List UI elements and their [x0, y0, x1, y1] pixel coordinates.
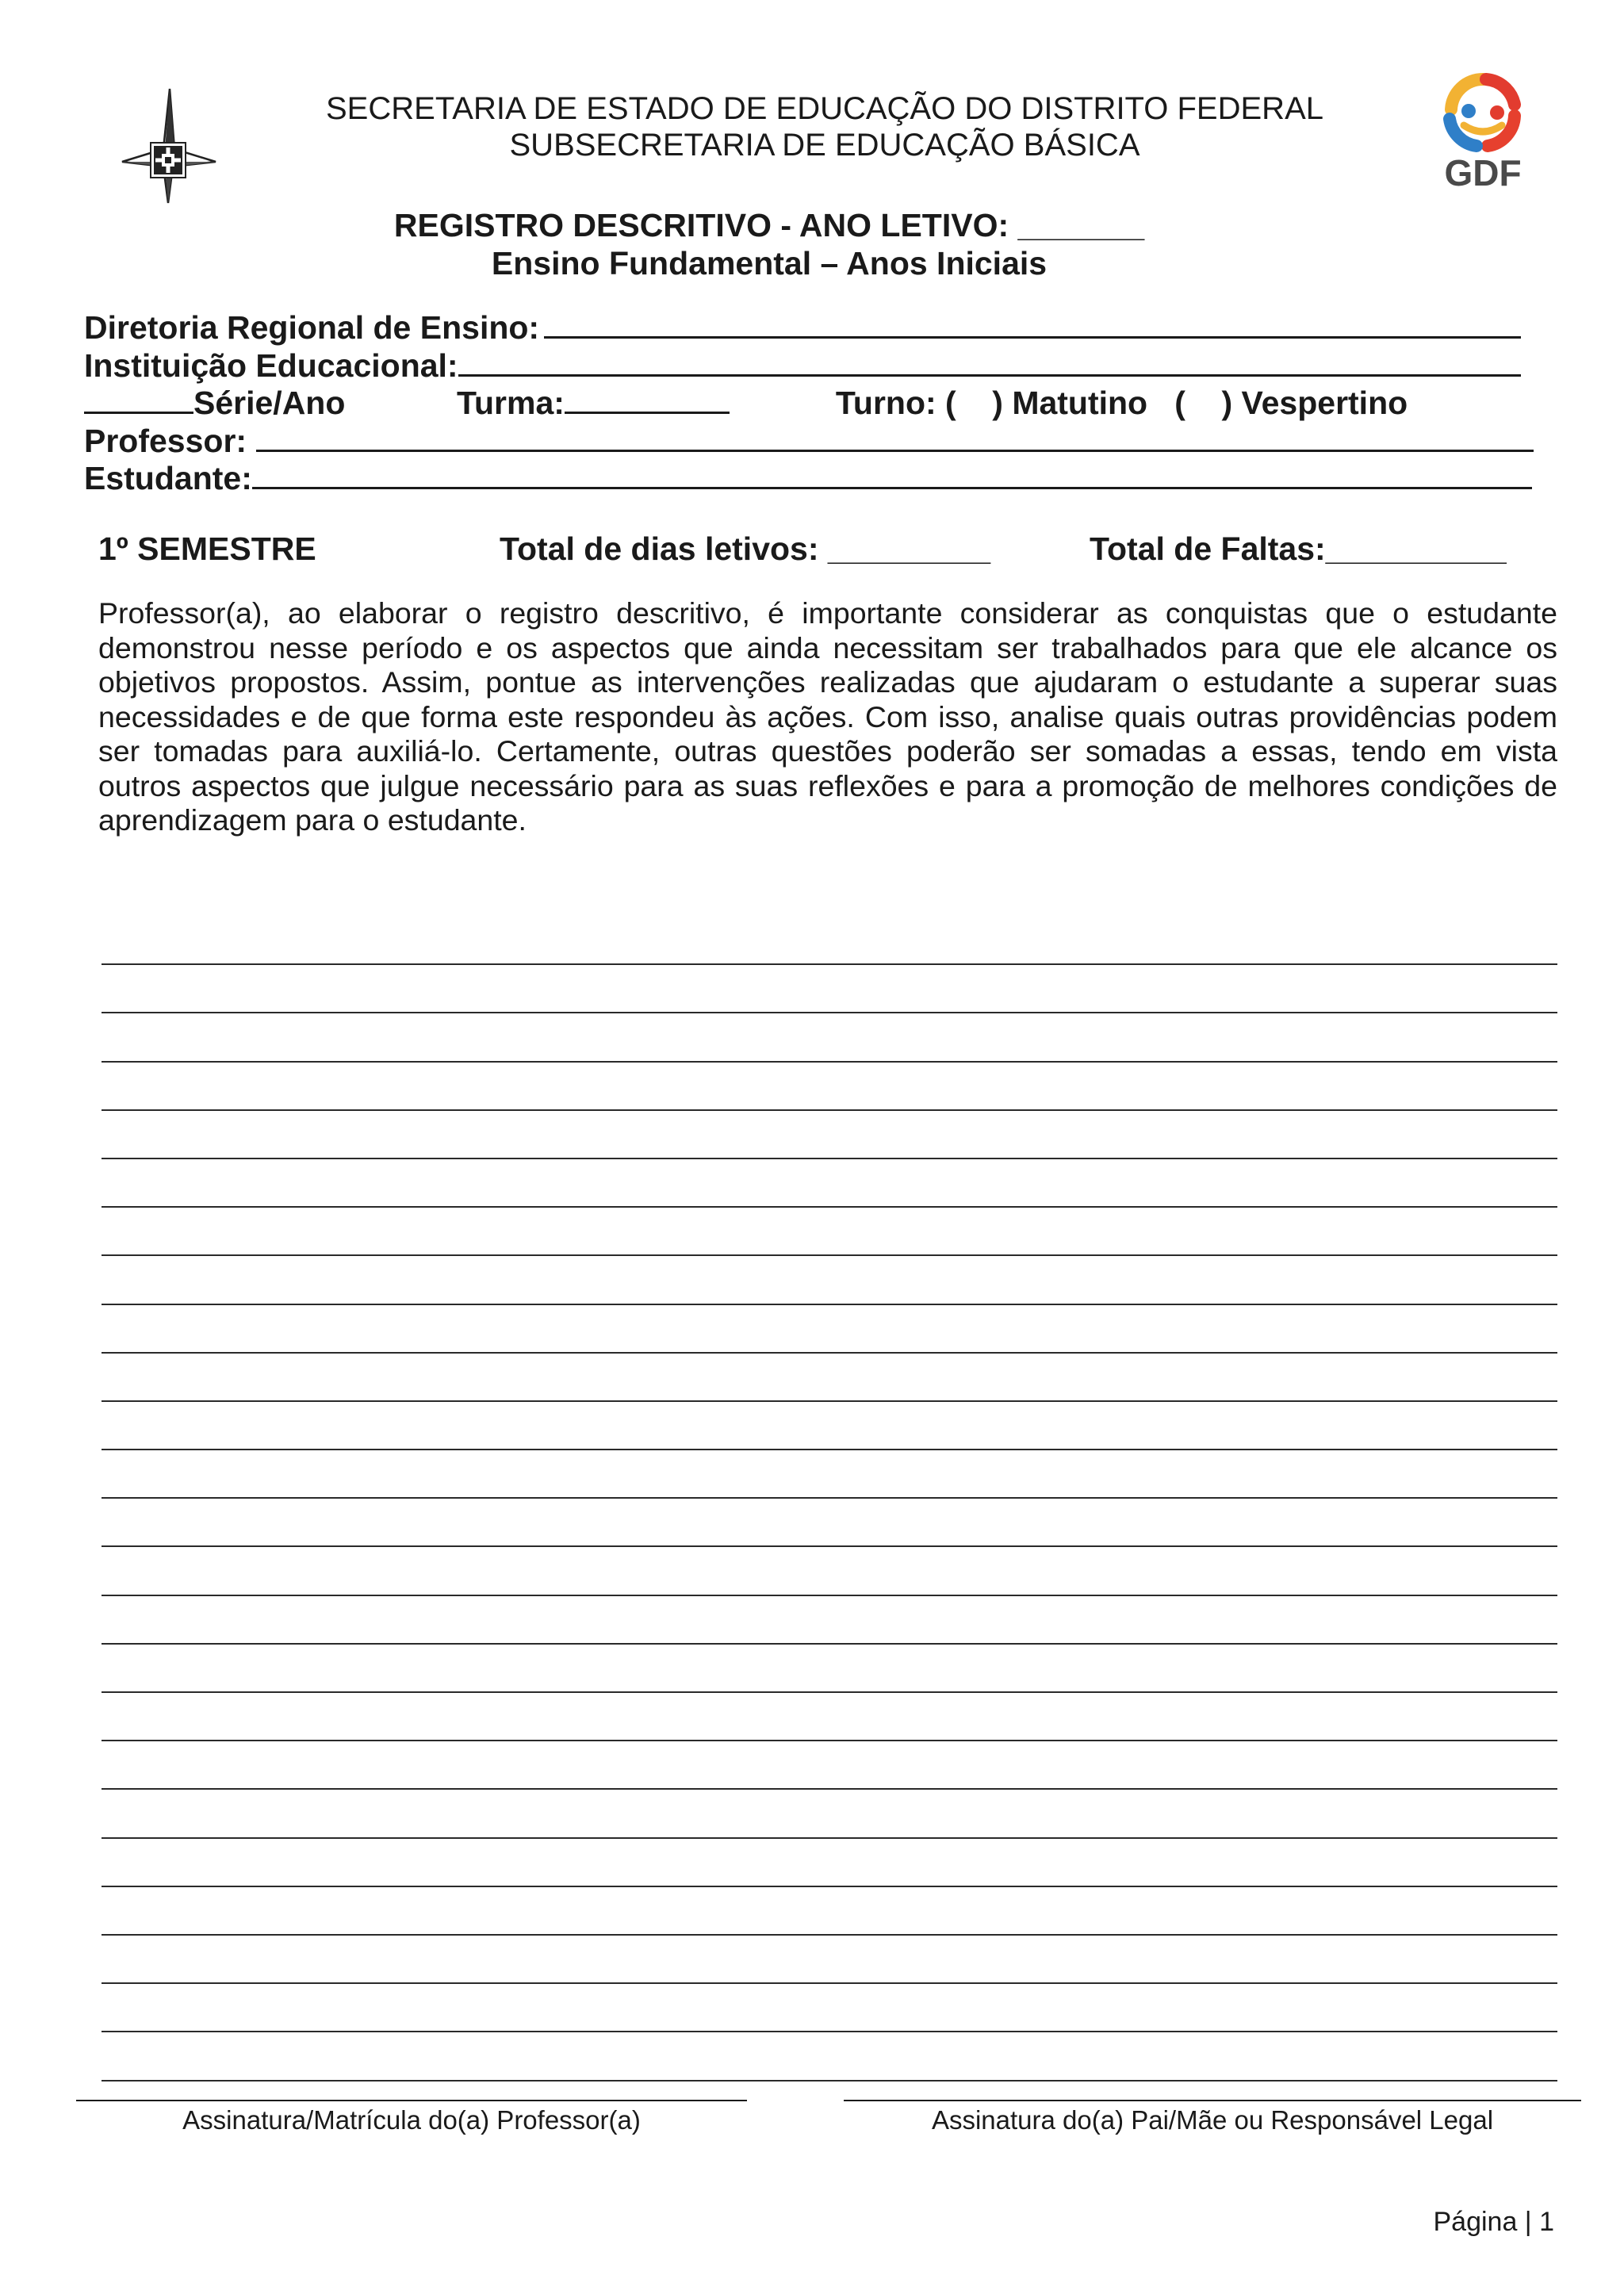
label-estudante: Estudante: — [84, 460, 252, 496]
field-professor — [84, 423, 1559, 461]
instructions-paragraph: Professor(a), ao elaborar o registro descritivo, é importante considerar as conquistas que o estudante demonstrou nesse período e os aspectos que ainda necessitam ser trabalhados para que ele alcance os objetivos propostos. Assim, pontue as intervenções realizadas que ajudaram o estudante a superar suas necessidades e de que forma este respondeu às ações. Com isso, analise quais outras providências podem ser tomadas para auxiliá-lo. Certamente, outras questões poderão ser somadas a essas, tendo em vista outros aspectos que julgue necessário para as suas reflexões e para a promoção de melhores condições de aprendizagem para o estudante. — [98, 596, 1557, 837]
semester-label: 1º SEMESTRE — [98, 530, 316, 567]
signature-line-professor[interactable] — [76, 2100, 747, 2101]
field-diretoria — [84, 309, 1559, 347]
writing-line[interactable] — [102, 1790, 1557, 1838]
field-instituicao — [84, 347, 1559, 385]
total-faltas: Total de Faltas:__________ — [1090, 530, 1507, 567]
writing-line[interactable] — [102, 1159, 1557, 1208]
writing-line[interactable] — [102, 1402, 1557, 1450]
writing-line[interactable] — [102, 965, 1557, 1013]
field-estudante — [84, 460, 1559, 498]
signature-professor — [76, 2100, 747, 2136]
gdf-logo-icon — [1427, 70, 1538, 197]
writing-line[interactable] — [102, 1741, 1557, 1790]
writing-line[interactable] — [102, 1839, 1557, 1887]
header-line-2: SUBSECRETARIA DE EDUCAÇÃO BÁSICA — [509, 128, 1140, 163]
writing-line[interactable] — [102, 1208, 1557, 1256]
identification-fields — [84, 309, 1559, 498]
writing-line[interactable] — [102, 1013, 1557, 1062]
label-serie: Série/Ano — [193, 385, 346, 421]
title-line-1: REGISTRO DESCRITIVO - ANO LETIVO: _______ — [393, 207, 1145, 243]
input-estudante[interactable] — [252, 460, 1532, 489]
signature-responsavel-label: Assinatura do(a) Pai/Mãe ou Responsável Legal — [931, 2105, 1494, 2135]
title-line-2: Ensino Fundamental – Anos Iniciais — [491, 245, 1048, 281]
writing-line[interactable] — [102, 1887, 1557, 1936]
label-diretoria: Diretoria Regional de Ensino: — [84, 309, 540, 346]
label-turma: Turma: — [457, 385, 565, 421]
signature-responsavel — [844, 2100, 1581, 2136]
writing-line[interactable] — [102, 2032, 1557, 2081]
input-professor[interactable] — [256, 423, 1534, 452]
writing-line[interactable] — [102, 1256, 1557, 1304]
label-turno: Turno: ( ) Matutino ( ) Vespertino — [835, 385, 1408, 421]
field-serie-turma-turno — [84, 385, 1559, 423]
header-line-1: SECRETARIA DE ESTADO DE EDUCAÇÃO DO DISTRITO FEDERAL — [326, 91, 1323, 126]
writing-line[interactable] — [102, 1305, 1557, 1354]
label-instituicao: Instituição Educacional: — [84, 347, 458, 384]
input-serie[interactable] — [84, 385, 193, 414]
total-dias-letivos: Total de dias letivos: _________ — [500, 530, 991, 567]
input-instituicao[interactable] — [458, 347, 1521, 377]
document-title — [238, 206, 1300, 282]
writing-line[interactable] — [102, 1936, 1557, 1984]
writing-line[interactable] — [102, 1354, 1557, 1402]
writing-line[interactable] — [102, 1499, 1557, 1547]
institution-header — [238, 90, 1411, 163]
input-diretoria[interactable] — [544, 309, 1521, 339]
brasilia-emblem-icon — [117, 86, 220, 205]
writing-line[interactable] — [102, 1693, 1557, 1741]
writing-area[interactable] — [102, 917, 1557, 2081]
signature-professor-label: Assinatura/Matrícula do(a) Professor(a) — [182, 2105, 641, 2135]
signature-line-responsavel[interactable] — [844, 2100, 1581, 2101]
label-professor: Professor: — [84, 422, 247, 459]
writing-line[interactable] — [102, 1984, 1557, 2032]
input-turma[interactable] — [565, 385, 730, 414]
writing-line[interactable] — [102, 1111, 1557, 1159]
writing-line[interactable] — [102, 1450, 1557, 1499]
writing-line[interactable] — [102, 917, 1557, 965]
gdf-logo-text: GDF — [1444, 152, 1522, 193]
writing-line[interactable] — [102, 1645, 1557, 1693]
writing-line[interactable] — [102, 1063, 1557, 1111]
writing-line[interactable] — [102, 1596, 1557, 1645]
writing-line[interactable] — [102, 1547, 1557, 1595]
page-number: Página | 1 — [1433, 2207, 1554, 2237]
